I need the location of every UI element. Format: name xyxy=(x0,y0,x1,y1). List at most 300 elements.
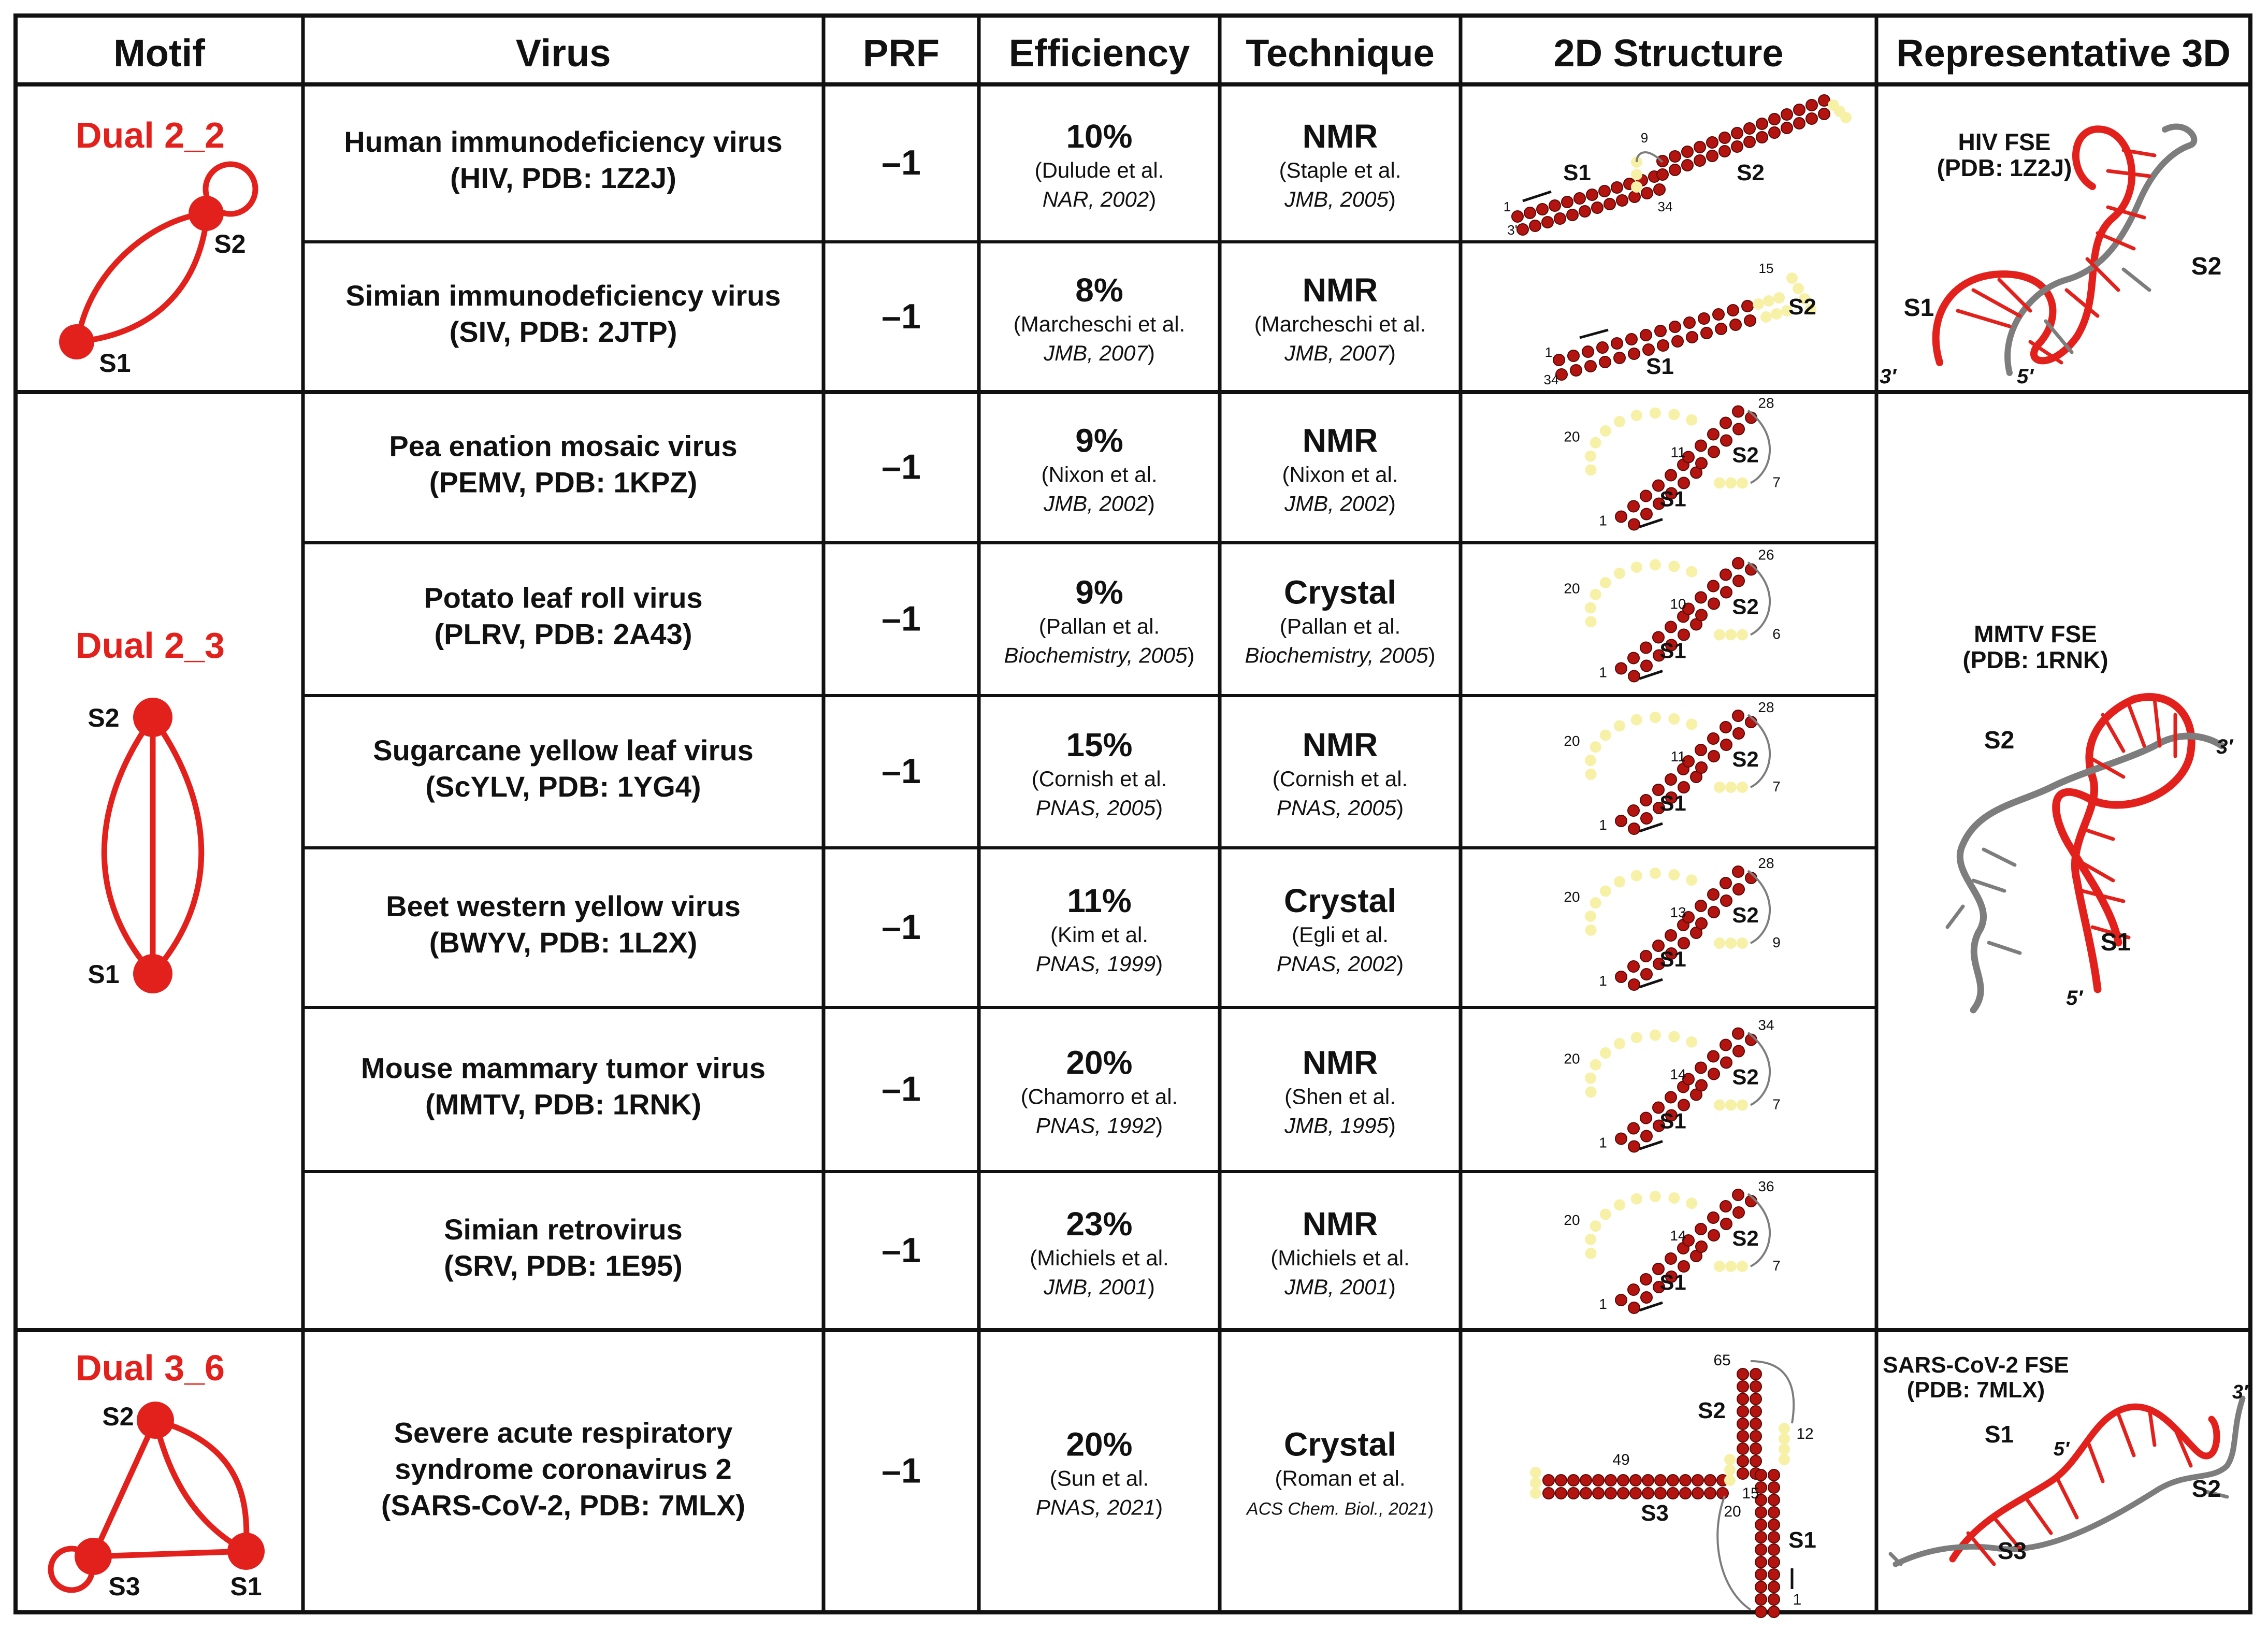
nucleotide-bead xyxy=(1574,193,1585,204)
nucleotide-bead xyxy=(1744,136,1755,148)
position-number: 20 xyxy=(1564,428,1580,445)
nucleotide-bead xyxy=(1553,354,1565,366)
nucleotide-bead xyxy=(1750,1406,1761,1417)
base-rung xyxy=(2087,1440,2103,1481)
virus-pdb: (SARS-CoV-2, PDB: 7MLX) xyxy=(381,1489,746,1522)
base-rung xyxy=(2129,704,2144,746)
stem-label: S1 xyxy=(1659,947,1686,971)
journal-close: ) xyxy=(1155,1113,1163,1138)
nucleotide-bead xyxy=(1617,1475,1629,1486)
loop-nucleotide xyxy=(1530,1488,1541,1499)
graph-node xyxy=(189,196,224,231)
nucleotide-bead xyxy=(1708,906,1720,918)
nucleotide-bead xyxy=(1756,132,1768,143)
nucleotide-bead xyxy=(1768,1494,1780,1506)
rep-title: HIV FSE xyxy=(1958,128,2051,155)
nucleotide-bead xyxy=(1732,1028,1744,1040)
journal-close: ) xyxy=(1388,491,1396,516)
loop-nucleotide xyxy=(1650,1191,1661,1202)
loop-nucleotide xyxy=(1614,876,1625,887)
nucleotide-bead xyxy=(1684,317,1695,328)
base-rung xyxy=(2108,171,2149,176)
nucleotide-bead xyxy=(1732,558,1744,569)
journal-italic: PNAS, 2005 xyxy=(1035,796,1156,820)
loop-nucleotide xyxy=(1631,410,1642,421)
technique-ref: (Shen et al. xyxy=(1284,1084,1396,1109)
nucleotide-bead xyxy=(1628,671,1640,682)
nucleotide-bead xyxy=(1768,1594,1780,1605)
stem-label: S1 xyxy=(1659,486,1686,511)
position-number: 20 xyxy=(1564,733,1580,749)
technique-value: Crystal xyxy=(1284,1425,1396,1463)
loop-nucleotide xyxy=(1724,1464,1736,1476)
loop-nucleotide xyxy=(1585,911,1596,922)
nucleotide-bead xyxy=(1665,774,1677,785)
nucleotide-bead xyxy=(1615,511,1627,523)
nucleotide-bead xyxy=(1806,99,1817,111)
nucleotide-bead xyxy=(1708,889,1719,900)
nucleotide-bead xyxy=(1567,209,1578,221)
arrow-icon xyxy=(1639,979,1663,987)
technique-ref: (Egli et al. xyxy=(1292,922,1389,947)
loop-nucleotide xyxy=(1686,1036,1697,1048)
nucleotide-bead xyxy=(1682,160,1693,171)
base-rung xyxy=(2123,269,2149,290)
nucleotide-bead xyxy=(1732,866,1744,877)
technique-value: NMR xyxy=(1302,422,1378,459)
nucleotide-bead xyxy=(1708,1212,1719,1223)
loop-nucleotide xyxy=(1714,1261,1725,1272)
loop-nucleotide xyxy=(1737,782,1748,793)
loop-nucleotide xyxy=(1725,1100,1737,1111)
graph-edge xyxy=(93,1551,246,1556)
nucleotide-bead xyxy=(1686,331,1698,343)
structure-2d xyxy=(1564,395,1780,530)
technique-journal xyxy=(1284,1114,1396,1138)
efficiency-ref: (Dulude et al. xyxy=(1034,158,1164,182)
nucleotide-bead xyxy=(1605,1488,1616,1499)
loop-nucleotide xyxy=(1725,937,1737,949)
arrow-icon xyxy=(1639,1303,1663,1310)
position-number: 1 xyxy=(1599,664,1607,681)
graph-node-label: S1 xyxy=(88,960,120,989)
nucleotide-bead xyxy=(1615,663,1627,674)
loop-nucleotide xyxy=(1614,416,1625,427)
loop-nucleotide xyxy=(1779,1423,1790,1434)
graph-node-label: S1 xyxy=(230,1572,262,1601)
technique-ref: (Roman et al. xyxy=(1275,1466,1406,1491)
nucleotide-bead xyxy=(1750,1431,1761,1442)
nucleotide-bead xyxy=(1669,151,1681,162)
nucleotide-bead xyxy=(1707,137,1718,148)
nucleotide-bead xyxy=(1692,1488,1703,1499)
position-number: 20 xyxy=(1564,580,1580,597)
nucleotide-bead xyxy=(1695,1062,1707,1074)
nucleotide-bead xyxy=(1696,1241,1707,1252)
loop-nucleotide xyxy=(1585,1086,1597,1098)
virus-pdb: (PEMV, PDB: 1KPZ) xyxy=(429,466,698,499)
efficiency-ref: (Marcheschi et al. xyxy=(1013,312,1186,336)
nucleotide-bead xyxy=(1655,1488,1666,1499)
journal-italic: JMB, 2007 xyxy=(1284,341,1389,365)
nucleotide-bead xyxy=(1701,327,1712,339)
nucleotide-bead xyxy=(1717,1488,1728,1499)
efficiency-ref: (Michiels et al. xyxy=(1030,1246,1169,1270)
nucleotide-bead xyxy=(1667,1488,1679,1499)
position-number: 7 xyxy=(1772,1096,1781,1113)
virus-name: Simian retrovirus xyxy=(444,1213,683,1246)
virus-pdb: (MMTV, PDB: 1RNK) xyxy=(425,1088,702,1121)
journal-italic: ACS Chem. Biol., 2021 xyxy=(1247,1499,1428,1519)
loop-nucleotide xyxy=(1714,937,1725,949)
efficiency-value: 15% xyxy=(1066,726,1133,763)
nucleotide-bead xyxy=(1570,365,1582,376)
nucleotide-bead xyxy=(1611,182,1623,193)
nucleotide-bead xyxy=(1628,1284,1639,1295)
loop-nucleotide xyxy=(1585,1248,1597,1259)
position-number: 15 xyxy=(1742,1485,1759,1502)
nucleotide-bead xyxy=(1580,1488,1592,1499)
position-number: 1 xyxy=(1503,199,1511,214)
efficiency-value: 9% xyxy=(1075,422,1123,459)
efficiency-journal xyxy=(1036,1114,1163,1138)
nucleotide-bead xyxy=(1695,744,1707,756)
loop-nucleotide xyxy=(1725,1261,1737,1272)
nucleotide-bead xyxy=(1721,739,1732,750)
nucleotide-bead xyxy=(1696,762,1707,773)
arrow-icon xyxy=(1523,192,1551,201)
loop-nucleotide xyxy=(1737,937,1748,949)
column-header: Representative 3D xyxy=(1896,32,2231,75)
nucleotide-bead xyxy=(1737,1418,1749,1430)
loop-nucleotide xyxy=(1650,712,1661,723)
virus-pdb: (ScYLV, PDB: 1YG4) xyxy=(425,770,701,803)
nucleotide-bead xyxy=(1669,321,1681,333)
rep-label: S2 xyxy=(2191,253,2222,280)
nucleotide-bead xyxy=(1582,346,1594,357)
base-rung xyxy=(2056,1476,2077,1518)
loop-nucleotide xyxy=(1753,298,1764,310)
position-number: 12 xyxy=(1796,1425,1814,1442)
nucleotide-bead xyxy=(1524,207,1536,219)
nucleotide-bead xyxy=(1555,1475,1567,1486)
efficiency-value: 8% xyxy=(1075,271,1123,309)
loop-nucleotide xyxy=(1585,451,1596,462)
rep-label: S1 xyxy=(1984,1421,2014,1448)
nucleotide-bead xyxy=(1640,950,1652,962)
efficiency-value: 20% xyxy=(1066,1425,1133,1463)
column-header: Motif xyxy=(113,32,205,75)
nucleotide-bead xyxy=(1628,1302,1640,1314)
base-rung xyxy=(2025,1497,2051,1533)
nucleotide-bead xyxy=(1750,1418,1761,1430)
nucleotide-bead xyxy=(1592,202,1603,213)
position-number: 20 xyxy=(1564,889,1580,905)
journal-italic: JMB, 2002 xyxy=(1044,491,1148,516)
representative-3d-mmtv xyxy=(1947,620,2234,1010)
position-number: 1 xyxy=(1599,1296,1607,1312)
nucleotide-bead xyxy=(1708,733,1719,744)
stem-label: S1 xyxy=(1659,638,1686,663)
nucleotide-bead xyxy=(1732,406,1744,417)
nucleotide-bead xyxy=(1708,1069,1720,1080)
efficiency-journal xyxy=(1043,341,1155,365)
graph-node-label: S1 xyxy=(99,349,131,378)
base-rung xyxy=(2082,829,2113,839)
loop-nucleotide xyxy=(1668,713,1680,725)
position-number: 1 xyxy=(1793,1591,1802,1608)
loop-nucleotide xyxy=(1724,1454,1736,1465)
position-number: 15 xyxy=(1758,261,1774,276)
position-number: 1 xyxy=(1599,1134,1607,1151)
technique-value: NMR xyxy=(1302,271,1378,309)
loop-nucleotide xyxy=(1631,169,1642,180)
loop-nucleotide xyxy=(1793,283,1804,294)
rep-title: MMTV FSE xyxy=(1974,620,2097,647)
graph-node xyxy=(133,954,172,993)
loop-nucleotide xyxy=(1725,629,1737,641)
motif-graph-dual36 xyxy=(51,1402,265,1601)
structure-2d xyxy=(1544,261,1816,387)
graph-node-label: S3 xyxy=(108,1572,140,1601)
loop-nucleotide xyxy=(1668,1192,1680,1204)
nucleotide-bead xyxy=(1641,660,1652,672)
stem-label: S1 xyxy=(1659,791,1686,815)
nucleotide-bead xyxy=(1737,1443,1749,1454)
nucleotide-bead xyxy=(1593,1488,1604,1499)
loop-nucleotide xyxy=(1737,478,1748,489)
journal-close: ) xyxy=(1155,1495,1163,1520)
position-number: 9 xyxy=(1772,934,1781,950)
nucleotide-bead xyxy=(1695,440,1707,452)
loop-nucleotide xyxy=(1686,1197,1697,1209)
stem-label: S2 xyxy=(1788,294,1816,320)
journal-italic: PNAS, 1992 xyxy=(1035,1113,1156,1138)
virus-name: Pea enation mosaic virus xyxy=(389,429,738,463)
nucleotide-bead xyxy=(1555,1488,1567,1499)
technique-journal xyxy=(1284,341,1396,365)
nucleotide-bead xyxy=(1720,721,1731,733)
nucleotide-bead xyxy=(1655,325,1666,337)
loop-nucleotide xyxy=(1779,1433,1790,1445)
nucleotide-bead xyxy=(1641,1292,1652,1303)
loop-nucleotide xyxy=(1530,1477,1541,1489)
journal-italic: PNAS, 2021 xyxy=(1035,1495,1156,1520)
loop-nucleotide xyxy=(1600,1047,1611,1059)
loop-nucleotide xyxy=(1530,1467,1541,1478)
nucleotide-bead xyxy=(1672,336,1683,347)
nucleotide-bead xyxy=(1737,1368,1749,1380)
nucleotide-bead xyxy=(1755,1594,1767,1605)
journal-close: ) xyxy=(1149,187,1157,211)
rep-label: S2 xyxy=(2191,1475,2221,1502)
position-number: 20 xyxy=(1724,1503,1741,1520)
loop-nucleotide xyxy=(1650,408,1661,419)
loop-nucleotide xyxy=(1614,1199,1625,1210)
loop-nucleotide xyxy=(1650,1030,1661,1041)
position-number: 34 xyxy=(1543,372,1559,387)
loop-nucleotide xyxy=(1760,311,1772,323)
nucleotide-bead xyxy=(1665,930,1677,941)
loop-nucleotide xyxy=(1614,1038,1625,1049)
loop-nucleotide xyxy=(1686,414,1697,426)
nucleotide-bead xyxy=(1781,122,1793,134)
nucleotide-bead xyxy=(1694,155,1706,166)
nucleotide-bead xyxy=(1586,189,1598,200)
nucleotide-bead xyxy=(1737,1406,1749,1417)
loop-nucleotide xyxy=(1585,755,1596,766)
nucleotide-bead xyxy=(1549,200,1561,211)
nucleotide-bead xyxy=(1628,961,1639,972)
nucleotide-bead xyxy=(1626,334,1637,345)
journal-close: ) xyxy=(1147,341,1155,365)
nucleotide-bead xyxy=(1731,141,1743,152)
nucleotide-bead xyxy=(1737,1468,1749,1479)
journal-close: ) xyxy=(1427,1499,1434,1519)
technique-journal xyxy=(1284,492,1396,516)
position-number: 11 xyxy=(1670,748,1686,764)
loop-nucleotide xyxy=(1840,112,1852,123)
nucleotide-bead xyxy=(1628,805,1639,816)
journal-close: ) xyxy=(1388,1275,1396,1299)
nucleotide-bead xyxy=(1655,1475,1666,1486)
technique-value: Crystal xyxy=(1284,882,1396,919)
nucleotide-bead xyxy=(1667,1475,1679,1486)
nucleotide-bead xyxy=(1733,728,1744,739)
nucleotide-bead xyxy=(1720,417,1731,429)
representative-3d-hiv xyxy=(1880,126,2221,388)
nucleotide-bead xyxy=(1721,435,1732,446)
nucleotide-bead xyxy=(1755,1507,1767,1518)
position-number: 11 xyxy=(1670,444,1686,460)
journal-italic: JMB, 2001 xyxy=(1284,1275,1389,1299)
journal-italic: PNAS, 1999 xyxy=(1035,951,1156,976)
loop-nucleotide xyxy=(1686,566,1697,578)
graph-edge xyxy=(93,1420,155,1556)
technique-ref: (Cornish et al. xyxy=(1272,767,1408,791)
virus-pdb: (BWYV, PDB: 1L2X) xyxy=(429,926,698,959)
virus-name: Potato leaf roll virus xyxy=(424,581,703,614)
efficiency-ref: (Cornish et al. xyxy=(1031,767,1167,791)
nucleotide-bead xyxy=(1719,146,1730,157)
nucleotide-bead xyxy=(1614,352,1625,364)
base-rung xyxy=(2155,699,2160,746)
nucleotide-bead xyxy=(1750,1368,1761,1380)
nucleotide-bead xyxy=(1665,1253,1677,1264)
position-number: 36 xyxy=(1758,1178,1774,1194)
structure-2d xyxy=(1564,855,1780,990)
nucleotide-bead xyxy=(1756,118,1768,129)
nucleotide-bead xyxy=(1742,300,1753,312)
efficiency-ref: (Chamorro et al. xyxy=(1020,1084,1178,1109)
nucleotide-bead xyxy=(1630,1488,1641,1499)
prf-value: –1 xyxy=(882,297,921,336)
loop-nucleotide xyxy=(1668,869,1680,881)
nucleotide-bead xyxy=(1692,1475,1703,1486)
position-number: 49 xyxy=(1612,1451,1630,1468)
nucleotide-bead xyxy=(1665,622,1677,633)
rep-label: 3′ xyxy=(1880,365,1896,388)
graph-node-label: S2 xyxy=(214,229,246,258)
nucleotide-bead xyxy=(1680,1475,1691,1486)
column-header: Efficiency xyxy=(1008,32,1190,75)
nucleotide-bead xyxy=(1755,1469,1767,1481)
efficiency-value: 10% xyxy=(1066,118,1133,155)
nucleotide-bead xyxy=(1732,710,1744,721)
nucleotide-bead xyxy=(1730,319,1741,330)
journal-italic: JMB, 1995 xyxy=(1284,1113,1389,1138)
nucleotide-bead xyxy=(1615,971,1627,983)
nucleotide-bead xyxy=(1708,581,1719,592)
nucleotide-bead xyxy=(1568,1475,1579,1486)
loop-nucleotide xyxy=(1590,1059,1601,1071)
structure-2d xyxy=(1564,699,1780,834)
nucleotide-bead xyxy=(1731,127,1743,139)
prf-value: –1 xyxy=(882,599,921,639)
nucleotide-bead xyxy=(1615,815,1627,827)
nucleotide-bead xyxy=(1768,1519,1780,1531)
base-rung xyxy=(2118,1414,2134,1455)
loop-nucleotide xyxy=(1737,629,1748,641)
loop-nucleotide xyxy=(1631,1193,1642,1205)
nucleotide-bead xyxy=(1755,1544,1767,1555)
loop-nucleotide xyxy=(1737,1261,1748,1272)
loop-nucleotide xyxy=(1600,1208,1611,1220)
nucleotide-bead xyxy=(1640,329,1652,341)
structure-2d xyxy=(1530,1352,1816,1618)
nucleotide-bead xyxy=(1641,1131,1652,1142)
loop-nucleotide xyxy=(1614,568,1625,579)
nucleotide-bead xyxy=(1543,1475,1554,1486)
position-number: 10 xyxy=(1670,596,1686,612)
nucleotide-bead xyxy=(1768,1482,1780,1493)
nucleotide-bead xyxy=(1665,470,1677,481)
technique-journal xyxy=(1277,951,1404,976)
motif-cell xyxy=(51,1348,265,1601)
nucleotide-bead xyxy=(1708,1051,1719,1062)
position-number: 3' xyxy=(1507,222,1518,238)
nucleotide-bead xyxy=(1641,509,1652,520)
nucleotide-bead xyxy=(1628,501,1639,512)
loop-nucleotide xyxy=(1600,885,1611,897)
arrow-icon xyxy=(1639,519,1663,527)
nucleotide-bead xyxy=(1737,1455,1749,1467)
backbone xyxy=(1896,1398,2243,1564)
loop-nucleotide xyxy=(1714,478,1725,489)
rep-label: 5′ xyxy=(2053,1438,2070,1460)
position-number: 28 xyxy=(1758,395,1774,411)
position-number: 7 xyxy=(1772,474,1781,490)
graph-edge xyxy=(78,213,207,342)
rep-label: 5′ xyxy=(2066,987,2083,1009)
journal-italic: JMB, 2005 xyxy=(1284,187,1389,211)
nucleotide-bead xyxy=(1585,360,1596,372)
nucleotide-bead xyxy=(1629,191,1640,203)
nucleotide-bead xyxy=(1696,458,1707,469)
arrow-icon xyxy=(1580,330,1608,338)
nucleotide-bead xyxy=(1543,1488,1554,1499)
nucleotide-bead xyxy=(1642,1488,1654,1499)
base-rung xyxy=(1947,906,1963,927)
loop-nucleotide xyxy=(1737,1100,1748,1111)
loop-nucleotide xyxy=(1668,1031,1680,1042)
stem-label: S3 xyxy=(1641,1500,1669,1526)
stem-label: S2 xyxy=(1732,442,1759,467)
position-number: 1 xyxy=(1599,512,1607,529)
prf-value: –1 xyxy=(882,907,921,947)
nucleotide-bead xyxy=(1657,340,1669,351)
efficiency-journal xyxy=(1043,492,1155,516)
